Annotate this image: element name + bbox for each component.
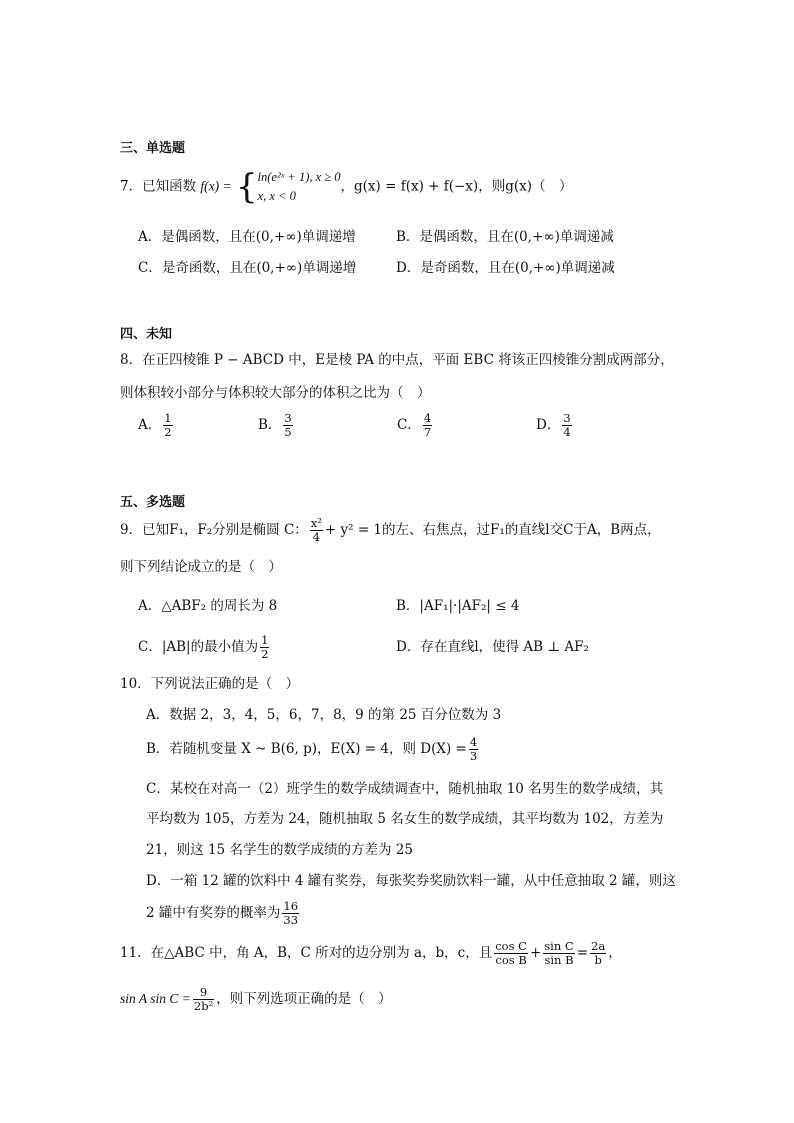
q8-option-c [397, 412, 434, 439]
q9-prefix: 9．已知F₁，F₂分别是椭圆 C： [120, 522, 308, 539]
q8-b-label: B． [258, 417, 282, 434]
q8-c-fraction: $\frac{4}{7}$ [423, 411, 432, 440]
q11-prefix: 11．在△ABC 中，角 A，B，C 所对的边分别为 a，b，c，且 [120, 945, 493, 962]
q8-a-label: A． [138, 417, 162, 434]
q7-case-1: ln(e²ˣ + 1), x ≥ 0 [257, 170, 341, 184]
q8-option-d [536, 412, 574, 439]
q10-option-a: A．数据 2，3，4，5，6，7，8，9 的第 25 百分位数为 3 [146, 707, 502, 723]
question-7-stem [120, 168, 572, 206]
q9-c-text: C．|AB|的最小值为 [138, 639, 259, 656]
section-title-multiple-choice: 五、多选题 [120, 495, 186, 510]
q11-fraction-cos: $\frac{\text{cos C}}{\text{cos B}}$ [495, 939, 527, 968]
q9-line-1 [120, 517, 661, 544]
q8-d-label: D． [536, 417, 561, 434]
q11-plus: + [529, 945, 542, 962]
q10-d-text: 2 罐中有奖券的概率为 [146, 905, 281, 922]
q10-option-d-line-1: D．一箱 12 罐的饮料中 4 罐有奖券，每张奖券奖励饮料一罐，从中任意抽取 2 罐，则这 [146, 873, 676, 889]
q8-c-label: C． [397, 417, 421, 434]
q11-suffix: ，则下列选项正确的是（ ） [216, 991, 392, 1008]
q10-option-c-line-2: 平均数为 105，方差为 24，随机抽取 5 名女生的数学成绩，其平均数为 102，方差为 [146, 811, 664, 827]
q11-fraction-2a-b: $\frac{2a}{b}$ [591, 939, 606, 968]
section-title-unknown: 四、未知 [120, 327, 173, 342]
q7-option-d: D．是奇函数，且在(0,+∞)单调递减 [396, 260, 615, 276]
q7-option-a: A．是偶函数，且在(0,+∞)单调递增 [138, 229, 356, 245]
q7-fdef: f(x) = [200, 178, 232, 194]
section-title-single-choice: 三、单选题 [120, 141, 186, 156]
q9-line-2: 则下列结论成立的是（ ） [120, 559, 282, 575]
q8-option-a [138, 412, 175, 439]
q11-equals: = [576, 945, 589, 962]
q8-d-fraction: $\frac{3}{4}$ [563, 411, 571, 440]
q7-prefix: 已知函数 [142, 178, 197, 195]
q10-option-d-line-2 [146, 900, 301, 927]
q9-option-b: B．|AF₁|·|AF₂| ≤ 4 [396, 598, 520, 614]
q10-stem: 10．下列说法正确的是（ ） [120, 676, 300, 692]
q7-mid: ，g(x) = f(x) + f(−x)，则g(x)（ ） [340, 178, 573, 195]
q9-option-d: D．存在直线l，使得 AB ⊥ AF₂ [396, 639, 589, 655]
q9-suffix: + y² = 1的左、右焦点，过F₁的直线l交C于A，B两点， [324, 522, 661, 539]
q10-option-c-line-3: 21，则这 15 名学生的数学成绩的方差为 25 [146, 842, 413, 858]
q11-line-1 [120, 940, 622, 967]
q8-a-fraction: $\frac{1}{2}$ [164, 411, 172, 440]
q7-option-b: B．是偶函数，且在(0,+∞)单调递减 [396, 229, 614, 245]
q8-b-fraction: $\frac{3}{5}$ [284, 411, 292, 440]
q7-case-2: x, x < 0 [257, 188, 296, 203]
q8-line-1: 8．在正四棱锥 P − ABCD 中，E是棱 PA 的中点，平面 EBC 将该正四棱锥分割成两部分， [120, 352, 674, 368]
q10-b-text: B．若随机变量 X ~ B(6, p)，E(X) = 4，则 D(X) = [146, 741, 467, 758]
q10-b-fraction: $\frac{4}{3}$ [469, 735, 478, 764]
q7-option-c: C．是奇函数，且在(0,+∞)单调递增 [138, 260, 357, 276]
q9-ellipse-fraction: $\frac{\text{x²}}{4}$ [310, 516, 322, 545]
q10-option-b [146, 736, 480, 763]
q11-comma: ， [608, 945, 622, 962]
piecewise-brace: { [235, 166, 258, 207]
q9-option-c [138, 634, 271, 661]
q7-piecewise [258, 168, 341, 206]
q7-number: 7． [120, 178, 143, 195]
q9-option-a: A．△ABF₂ 的周长为 8 [138, 598, 278, 614]
q11-line-2 [120, 986, 392, 1013]
q10-d-fraction: $\frac{16}{33}$ [283, 899, 299, 928]
q10-option-c-line-1: C．某校在对高一（2）班学生的数学成绩调查中，随机抽取 10 名男生的数学成绩，其 [146, 781, 664, 797]
q8-option-b [258, 412, 295, 439]
q11-fraction-sin: $\frac{\text{sin C}}{\text{sin B}}$ [544, 939, 574, 968]
q9-c-fraction: $\frac{1}{2}$ [261, 633, 269, 662]
q11-fraction-9: $\frac{9}{\text{2b²}}$ [193, 985, 214, 1014]
q8-line-2: 则体积较小部分与体积较大部分的体积之比为（ ） [120, 385, 431, 401]
q11-condition: sin A sin C = [120, 991, 191, 1007]
